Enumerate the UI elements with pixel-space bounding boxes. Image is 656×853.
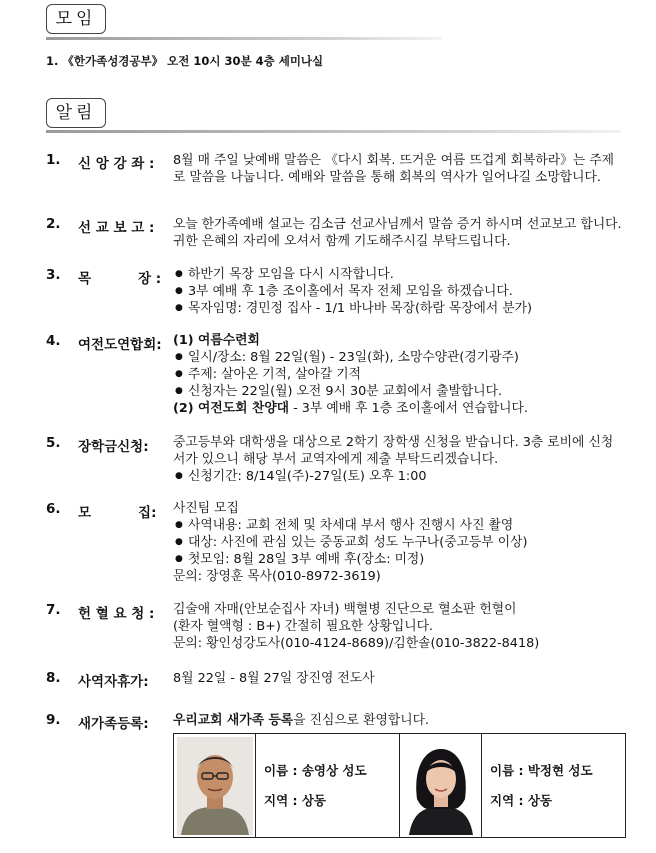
bullet-item: ● 첫모임: 8월 28일 3부 예배 후(장소: 미정) [173, 551, 623, 568]
new-family-info [256, 734, 400, 837]
notice-line: 문의: 황인성강도사(010-4124-8689)/김한솔(010-3822-8418) [173, 636, 540, 651]
bullet-item: ● 일시/장소: 8월 22일(월) - 23일(화), 소망수양관(경기광주) [173, 349, 623, 366]
notice-label: 모 집: [78, 505, 157, 521]
bullet-item: ● 신청자는 22일(월) 오전 9시 30분 교회에서 출발합니다. [173, 383, 623, 400]
notice-line: (환자 혈액형 : B+) 간절히 필요한 상황입니다. [173, 619, 434, 634]
bullet-item: ● 주제: 살아온 기적, 살아갈 기적 [173, 366, 623, 383]
bullet-item: ● 목자임명: 경민정 집사 - 1/1 바나바 목장(하람 목장에서 분가) [173, 300, 623, 317]
section-divider [46, 130, 621, 133]
bullet-item: ● 대상: 사진에 관심 있는 중동교회 성도 누구나(중고등부 이상) [173, 534, 623, 551]
bullet-item: ● 하반기 목장 모임을 다시 시작합니다. [173, 266, 623, 283]
notice-label: 신 앙 강 좌 : [78, 156, 155, 172]
notice-body [173, 601, 623, 652]
sub-item [173, 400, 623, 417]
notice-text: 8월 매 주일 낮예배 말씀은 《다시 회복. 뜨거운 여름 뜨겁게 회복하라》는 주제로 말씀을 나눕니다. 예배와 말씀을 통해 회복의 역사가 일어나길 소망합니다. [173, 153, 615, 185]
notice-text: 을 진심으로 환영합니다. [293, 713, 429, 728]
notice-label: 장학금신청: [78, 439, 149, 455]
notice-label: 새가족등록: [78, 716, 149, 732]
notice-number: 6. [46, 501, 61, 517]
notice-label: 여전도연합회: [78, 337, 162, 353]
notice-number: 8. [46, 670, 61, 686]
man-portrait-icon [177, 737, 253, 835]
notice-label: 선 교 보 고 : [78, 220, 155, 236]
notice-number: 7. [46, 602, 61, 618]
contact-line: 문의: 장영훈 목사(010-8972-3619) [173, 569, 381, 584]
notice-body [173, 266, 623, 317]
notice-body [173, 712, 623, 729]
notice-text: 8월 22일 - 8월 27일 장진영 전도사 [173, 671, 375, 686]
notice-line: 김술애 자매(안보순집사 자녀) 백혈병 진단으로 혈소판 헌혈이 [173, 602, 517, 617]
notice-label: 목 장 : [78, 271, 162, 287]
member-area: 지역 : 상동 [490, 792, 553, 808]
new-family-photo [400, 734, 482, 837]
notice-number: 3. [46, 267, 61, 283]
notice-number: 1. [46, 152, 61, 168]
sub-heading: (1) 여름수련회 [173, 333, 260, 348]
member-name: 이름 : 박정현 성도 [490, 762, 593, 778]
notice-label: 헌 혈 요 청 : [78, 606, 155, 622]
notice-label: 사역자휴가: [78, 674, 149, 690]
section-divider [46, 37, 441, 40]
new-family-table [173, 733, 626, 838]
meeting-item: 1. 《한가족성경공부》 오전 10시 30분 4층 세미나실 [46, 54, 324, 68]
notice-body [173, 500, 623, 585]
bullet-item: ● 사역내용: 교회 전체 및 차세대 부서 행사 진행시 사진 촬영 [173, 517, 623, 534]
new-family-info [482, 734, 625, 837]
notice-section-title: 알림 [55, 103, 97, 123]
notice-number: 2. [46, 216, 61, 232]
notice-body [173, 332, 623, 417]
new-family-photo [174, 734, 256, 837]
bullet-item: ● 신청기간: 8/14일(주)-27일(토) 오후 1:00 [173, 468, 623, 485]
sub-heading: (2) 여전도회 찬양대 [173, 401, 290, 416]
woman-portrait-icon [403, 737, 479, 835]
notice-number: 5. [46, 435, 61, 451]
notice-number: 9. [46, 712, 61, 728]
bullet-item: ● 3부 예배 후 1층 조이홀에서 목자 전체 모임을 하겠습니다. [173, 283, 623, 300]
notice-body [173, 434, 623, 485]
notice-text: 중고등부와 대학생을 대상으로 2학기 장학생 신청을 받습니다. 3층 로비에 신청서가 있으니 해당 부서 교역자에게 제출 부탁드리겠습니다. [173, 435, 614, 467]
meeting-section-title: 모임 [55, 9, 97, 29]
notice-section-tab [46, 98, 106, 128]
notice-emphasis: 우리교회 새가족 등록 [173, 713, 294, 728]
member-area: 지역 : 상동 [264, 792, 327, 808]
notice-text: 오늘 한가족예배 설교는 김소금 선교사님께서 말씀 증거 하시며 선교보고 합니다. 귀한 은혜의 자리에 오셔서 함께 기도해주시길 부탁드립니다. [173, 217, 622, 249]
member-name: 이름 : 송영상 성도 [264, 762, 367, 778]
sub-text: - 3부 예배 후 1층 조이홀에서 연습합니다. [289, 401, 528, 416]
meeting-section-tab [46, 4, 106, 34]
notice-number: 4. [46, 333, 61, 349]
notice-text: 사진팀 모집 [173, 501, 239, 516]
